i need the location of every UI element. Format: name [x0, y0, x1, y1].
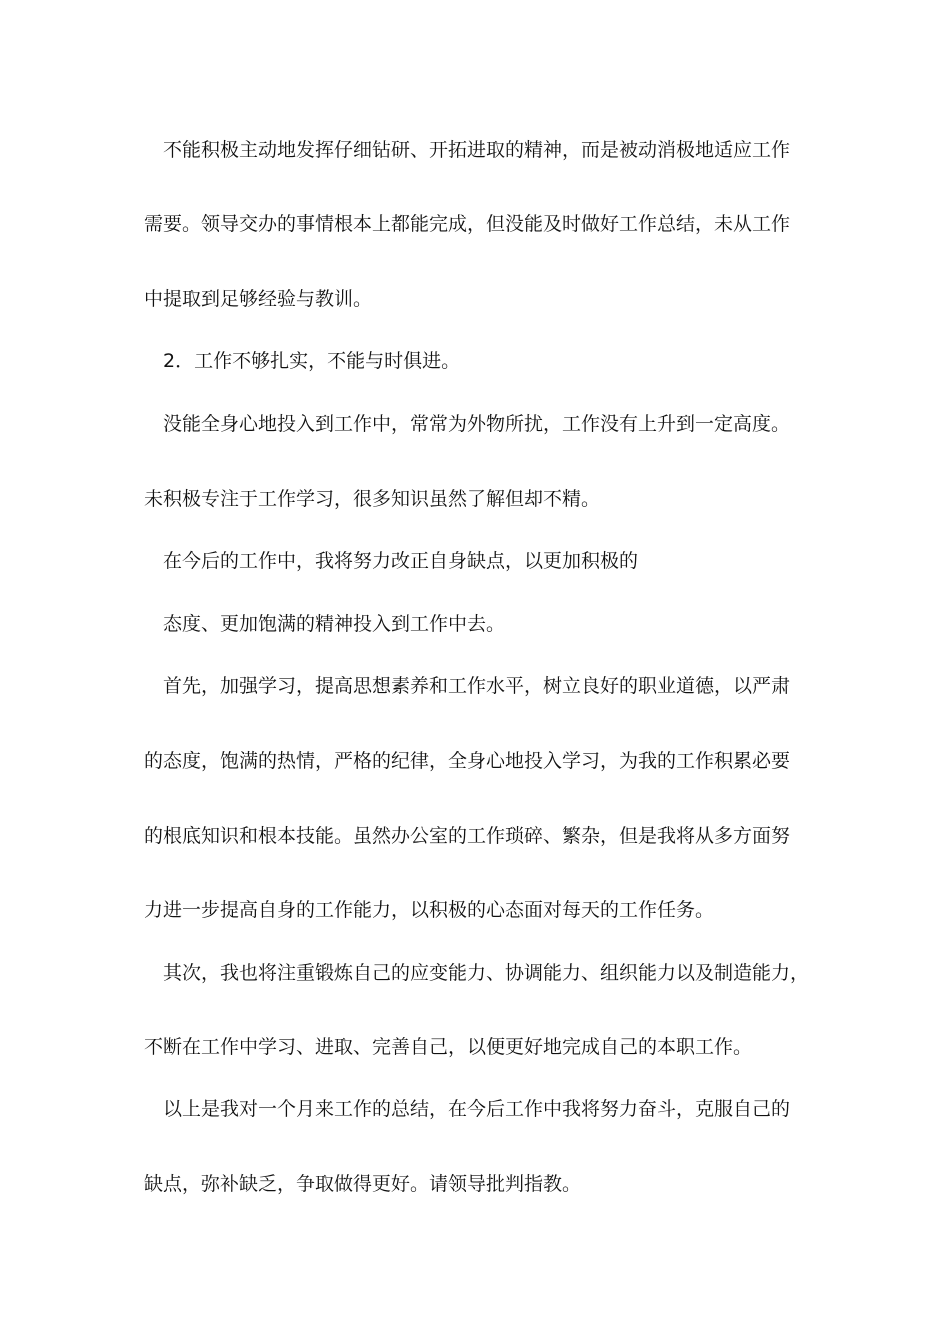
- text-line: 的态度，饱满的热情，严格的纪律，全身心地投入学习，为我的工作积累必要: [144, 750, 791, 772]
- text-line: 不能积极主动地发挥仔细钻研、开拓进取的精神，而是被动消极地适应工作: [163, 139, 791, 161]
- text-line: 没能全身心地投入到工作中，常常为外物所扰，工作没有上升到一定高度。: [163, 413, 791, 435]
- text-line: 力进一步提高自身的工作能力，以积极的心态面对每天的工作任务。: [144, 899, 715, 921]
- text-line: 不断在工作中学习、进取、完善自己，以便更好地完成自己的本职工作。: [144, 1036, 753, 1058]
- text-line: 2．工作不够扎实，不能与时俱进。: [163, 350, 461, 372]
- text-line: 在今后的工作中，我将努力改正自身缺点，以更加积极的: [163, 550, 639, 572]
- text-line: 中提取到足够经验与教训。: [144, 288, 373, 310]
- text-line: 缺点，弥补缺乏，争取做得更好。请领导批判指教。: [144, 1173, 582, 1195]
- text-line: 态度、更加饱满的精神投入到工作中去。: [163, 613, 506, 635]
- text-line: 其次，我也将注重锻炼自己的应变能力、协调能力、组织能力以及制造能力，: [163, 962, 810, 984]
- text-line: 首先，加强学习，提高思想素养和工作水平，树立良好的职业道德，以严肃: [163, 675, 791, 697]
- text-line: 未积极专注于工作学习，很多知识虽然了解但却不精。: [144, 488, 601, 510]
- text-line: 的根底知识和根本技能。虽然办公室的工作琐碎、繁杂，但是我将从多方面努: [144, 825, 791, 847]
- text-line: 需要。领导交办的事情根本上都能完成，但没能及时做好工作总结，未从工作: [144, 213, 791, 235]
- text-line: 以上是我对一个月来工作的总结，在今后工作中我将努力奋斗，克服自己的: [163, 1098, 791, 1120]
